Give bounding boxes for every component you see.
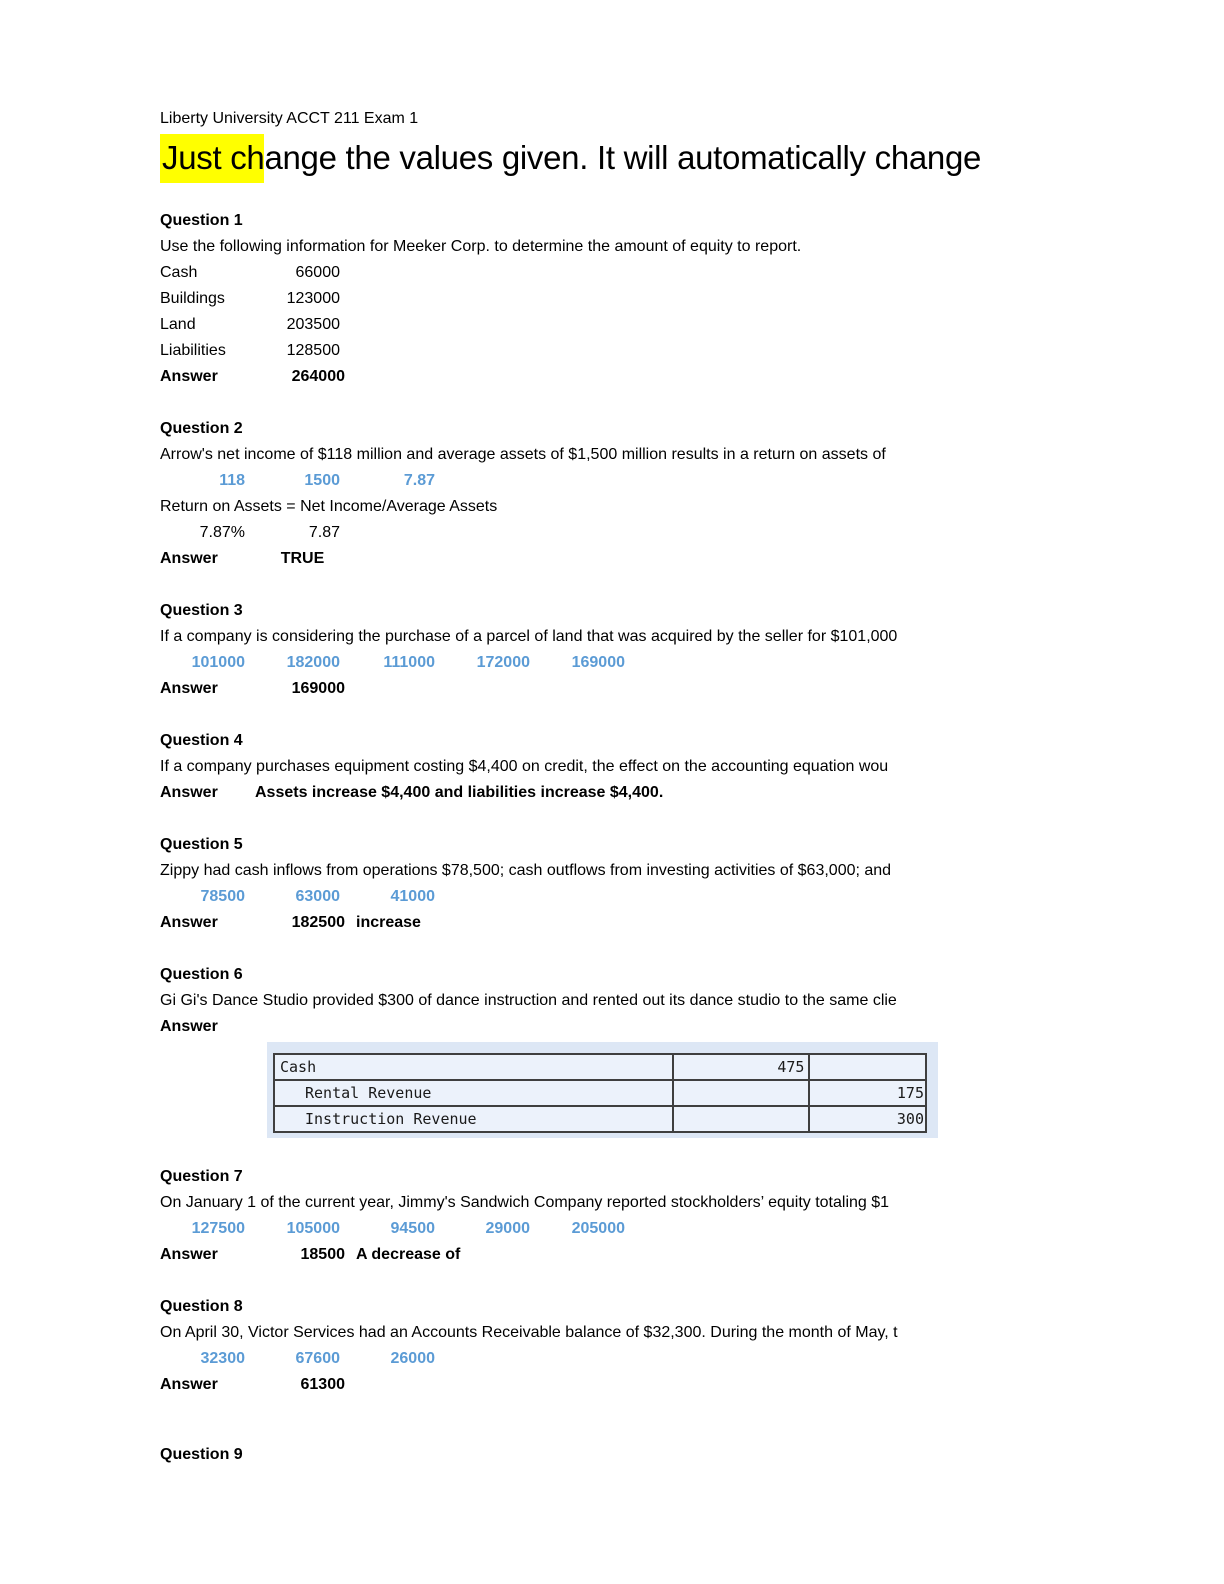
calculation-row bbox=[160, 520, 1056, 546]
input-value: 118 bbox=[219, 472, 245, 489]
input-value: 172000 bbox=[476, 654, 530, 671]
debit-cell: 475 bbox=[673, 1054, 809, 1080]
input-values-row bbox=[160, 1346, 1056, 1372]
account-cell: Instruction Revenue bbox=[274, 1106, 673, 1132]
answer-value: 169000 bbox=[291, 680, 345, 697]
input-values-row bbox=[160, 650, 1056, 676]
input-value: 41000 bbox=[390, 888, 435, 905]
question-8 bbox=[160, 1294, 1056, 1398]
calc-value: 7.87 bbox=[308, 524, 340, 541]
question-heading: Question 5 bbox=[160, 836, 243, 853]
answer-value: 264000 bbox=[291, 368, 345, 385]
highlighted-text: Just ch bbox=[160, 134, 264, 183]
answer-suffix: increase bbox=[356, 914, 421, 931]
question-heading: Question 4 bbox=[160, 732, 243, 749]
value-row bbox=[160, 338, 1056, 364]
question-heading: Question 7 bbox=[160, 1168, 243, 1185]
question-text: Zippy had cash inflows from operations $78,500; cash outflows from investing activities of $63,000; and bbox=[160, 862, 892, 879]
debit-cell bbox=[673, 1080, 809, 1106]
row-value: 128500 bbox=[286, 342, 340, 359]
page-title bbox=[160, 134, 1056, 182]
journal-entry-table bbox=[273, 1053, 927, 1133]
question-3 bbox=[160, 598, 1056, 702]
row-label: Buildings bbox=[160, 290, 225, 307]
question-heading: Question 6 bbox=[160, 966, 243, 983]
input-value: 26000 bbox=[390, 1350, 435, 1367]
question-heading: Question 2 bbox=[160, 420, 243, 437]
question-5 bbox=[160, 832, 1056, 936]
question-text: If a company is considering the purchase of a parcel of land that was acquired by the seller for $101,000 bbox=[160, 628, 898, 645]
table-row bbox=[274, 1054, 926, 1080]
answer-label: Answer bbox=[160, 680, 218, 697]
question-9 bbox=[160, 1442, 1056, 1468]
input-value: 105000 bbox=[286, 1220, 340, 1237]
answer-value: 182500 bbox=[291, 914, 345, 931]
credit-cell: 175 bbox=[809, 1080, 926, 1106]
input-value: 205000 bbox=[571, 1220, 625, 1237]
question-text: Use the following information for Meeker Corp. to determine the amount of equity to report. bbox=[160, 238, 802, 255]
input-value: 32300 bbox=[200, 1350, 245, 1367]
answer-row bbox=[160, 1372, 1056, 1398]
table-row bbox=[274, 1106, 926, 1132]
question-text: On April 30, Victor Services had an Accounts Receivable balance of $32,300. During the month of May, t bbox=[160, 1324, 898, 1341]
answer-row bbox=[160, 676, 1056, 702]
row-value: 203500 bbox=[286, 316, 340, 333]
question-heading: Question 3 bbox=[160, 602, 243, 619]
answer-value: 61300 bbox=[300, 1376, 345, 1393]
row-label: Cash bbox=[160, 264, 198, 281]
input-value: 94500 bbox=[390, 1220, 435, 1237]
question-2 bbox=[160, 416, 1056, 572]
question-text: Arrow's net income of $118 million and average assets of $1,500 million results in a return on assets of bbox=[160, 446, 886, 463]
question-text: If a company purchases equipment costing $4,400 on credit, the effect on the accounting equation wou bbox=[160, 758, 889, 775]
input-values-row bbox=[160, 1216, 1056, 1242]
question-heading: Question 8 bbox=[160, 1298, 243, 1315]
question-7 bbox=[160, 1164, 1056, 1268]
input-value: 182000 bbox=[286, 654, 340, 671]
account-cell: Cash bbox=[274, 1054, 673, 1080]
formula-text: Return on Assets = Net Income/Average Assets bbox=[160, 498, 498, 515]
credit-cell bbox=[809, 1054, 926, 1080]
input-value: 7.87 bbox=[403, 472, 435, 489]
answer-label: Answer bbox=[160, 914, 218, 931]
journal-entry-panel bbox=[267, 1042, 938, 1138]
answer-row bbox=[160, 364, 1056, 390]
answer-row bbox=[160, 910, 1056, 936]
input-value: 127500 bbox=[191, 1220, 245, 1237]
credit-cell: 300 bbox=[809, 1106, 926, 1132]
account-cell: Rental Revenue bbox=[274, 1080, 673, 1106]
input-value: 63000 bbox=[295, 888, 340, 905]
answer-label: Answer bbox=[160, 368, 218, 385]
answer-value: TRUE bbox=[280, 550, 325, 567]
answer-row bbox=[160, 1242, 1056, 1268]
answer-label: Answer bbox=[160, 1246, 218, 1263]
calc-value: 7.87% bbox=[199, 524, 245, 541]
question-heading: Question 9 bbox=[160, 1446, 243, 1463]
title-rest: ange the values given. It will automatically change bbox=[264, 139, 982, 176]
answer-row bbox=[160, 546, 1056, 572]
row-value: 66000 bbox=[295, 264, 340, 281]
value-row bbox=[160, 312, 1056, 338]
value-row bbox=[160, 286, 1056, 312]
row-label: Land bbox=[160, 316, 196, 333]
input-value: 1500 bbox=[304, 472, 340, 489]
answer-value: 18500 bbox=[300, 1246, 345, 1263]
answer-label: Answer bbox=[160, 784, 218, 801]
answer-label: Answer bbox=[160, 550, 218, 567]
table-row bbox=[274, 1080, 926, 1106]
input-value: 101000 bbox=[191, 654, 245, 671]
input-values-row bbox=[160, 884, 1056, 910]
value-row bbox=[160, 260, 1056, 286]
answer-value: Assets increase $4,400 and liabilities increase $4,400. bbox=[255, 784, 664, 801]
input-value: 78500 bbox=[200, 888, 245, 905]
input-value: 169000 bbox=[571, 654, 625, 671]
question-4 bbox=[160, 728, 1056, 806]
question-text: On January 1 of the current year, Jimmy's Sandwich Company reported stockholders’ equity totaling $1 bbox=[160, 1194, 890, 1211]
answer-row bbox=[160, 780, 1056, 806]
row-label: Liabilities bbox=[160, 342, 226, 359]
course-title: Liberty University ACCT 211 Exam 1 bbox=[160, 110, 419, 127]
input-value: 111000 bbox=[383, 654, 435, 671]
question-text: Gi Gi's Dance Studio provided $300 of dance instruction and rented out its dance studio to the same clie bbox=[160, 992, 897, 1009]
question-heading: Question 1 bbox=[160, 212, 243, 229]
answer-suffix: A decrease of bbox=[356, 1246, 461, 1263]
answer-label: Answer bbox=[160, 1018, 218, 1035]
debit-cell bbox=[673, 1106, 809, 1132]
input-values-row bbox=[160, 468, 1056, 494]
input-value: 29000 bbox=[485, 1220, 530, 1237]
question-6 bbox=[160, 962, 1056, 1138]
row-value: 123000 bbox=[286, 290, 340, 307]
answer-row bbox=[160, 1014, 1056, 1040]
question-1 bbox=[160, 208, 1056, 390]
answer-label: Answer bbox=[160, 1376, 218, 1393]
input-value: 67600 bbox=[295, 1350, 340, 1367]
